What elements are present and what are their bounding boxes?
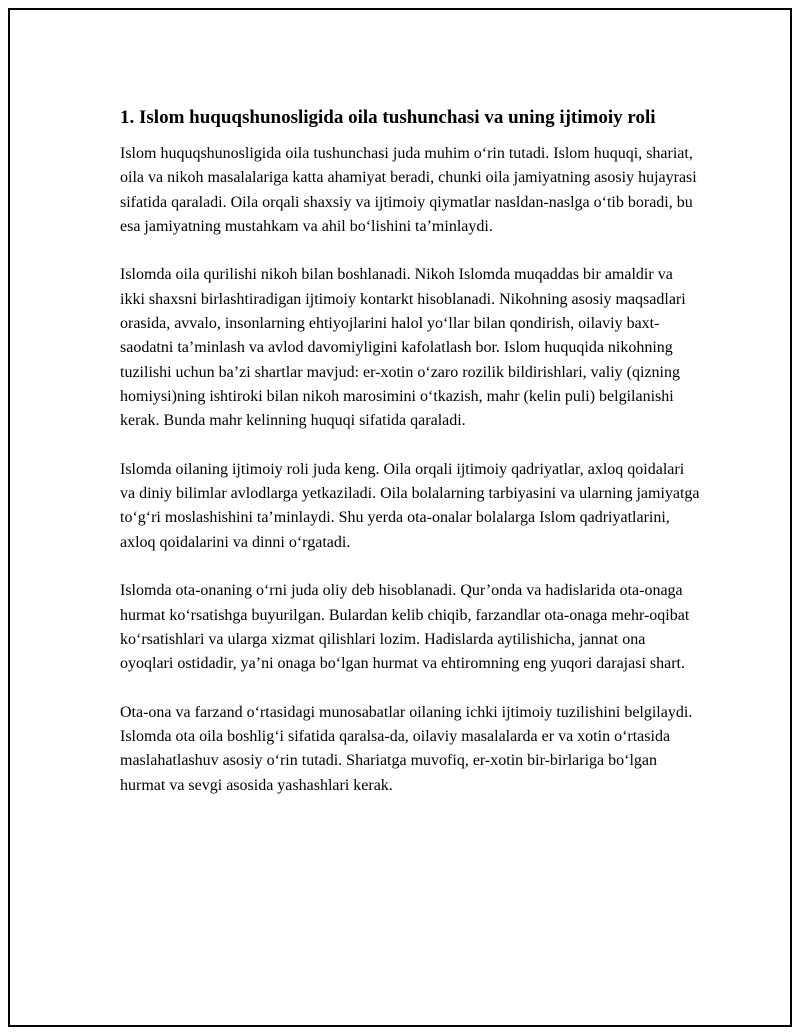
paragraph-2: Islomda oila qurilishi nikoh bilan boshlanadi. Nikoh Islomda muqaddas bir amaldir va ikki shaxsni birlashtiradigan ijtimoiy kontarkt hisoblanadi. Nikohning asosiy maqsadlari orasida, avvalo, insonlarning ehtiyojlarini halol yo‘llar bilan qondirish, oilaviy baxt-saodatni ta’minlash va avlod davomiyligini kafolatlash bor. Islom huquqida nikohning tuzilishi uchun ba’zi shartlar mavjud: er-xotin o‘zaro rozilik bildirishlari, valiy (qizning homiysi)ning ishtiroki bilan nikoh marosimini o‘tkazish, mahr (kelin puli) belgilanishi kerak. Bunda mahr kelinning huquqi sifatida qaraladi. <box>120 266 686 430</box>
page-frame <box>8 8 792 1027</box>
paragraph-1: Islom huquqshunosligida oila tushunchasi juda muhim o‘rin tutadi. Islom huquqi, shariat, oila va nikoh masalalariga katta ahamiyat beradi, chunki oila jamiyatning asosiy hujayrasi sifatida qaraladi. Oila orqali shaxsiy va ijtimoiy qiymatlar nasldan-naslga o‘tib boradi, bu esa jamiyatning mustahkam va ahil bo‘lishini ta’minlaydi. <box>120 145 697 235</box>
section-heading: 1. Islom huquqshunosligida oila tushunchasi va uning ijtimoiy roli <box>120 107 656 128</box>
paragraph-3: Islomda oilaning ijtimoiy roli juda keng. Oila orqali ijtimoiy qadriyatlar, axloq qoidalari va diniy bilimlar avlodlarga yetkaziladi. Oila bolalarning tarbiyasini va ularning jamiyatga to‘g‘ri moslashishini ta’minlaydi. Shu yerda ota-onalar bolalarga Islom qadriyatlarini, axloq qoidalarini va dinni o‘rgatadi. <box>120 460 700 551</box>
document-body <box>120 104 700 822</box>
paragraph-5: Ota-ona va farzand o‘rtasidagi munosabatlar oilaning ichki ijtimoiy tuzilishini belgilaydi. Islomda ota oila boshlig‘i sifatida qaralsa-da, oilaviy masalalarda er va xotin o‘rtasida maslahatlashuv asosiy o‘rin tutadi. Shariatga muvofiq, er-xotin bir-birlariga bo‘lgan hurmat va sevgi asosida yashashlari kerak. <box>120 703 693 794</box>
paragraph-4: Islomda ota-onaning o‘rni juda oliy deb hisoblanadi. Qur’onda va hadislarida ota-onaga hurmat ko‘rsatishga buyurilgan. Bulardan kelib chiqib, farzandlar ota-onaga mehr-oqibat ko‘rsatishlari va ularga xizmat qilishlari lozim. Hadislarda aytilishicha, jannat ona oyoqlari ostidadir, ya’ni onaga bo‘lgan hurmat va ehtiromning eng yuqori darajasi shart. <box>120 582 690 673</box>
